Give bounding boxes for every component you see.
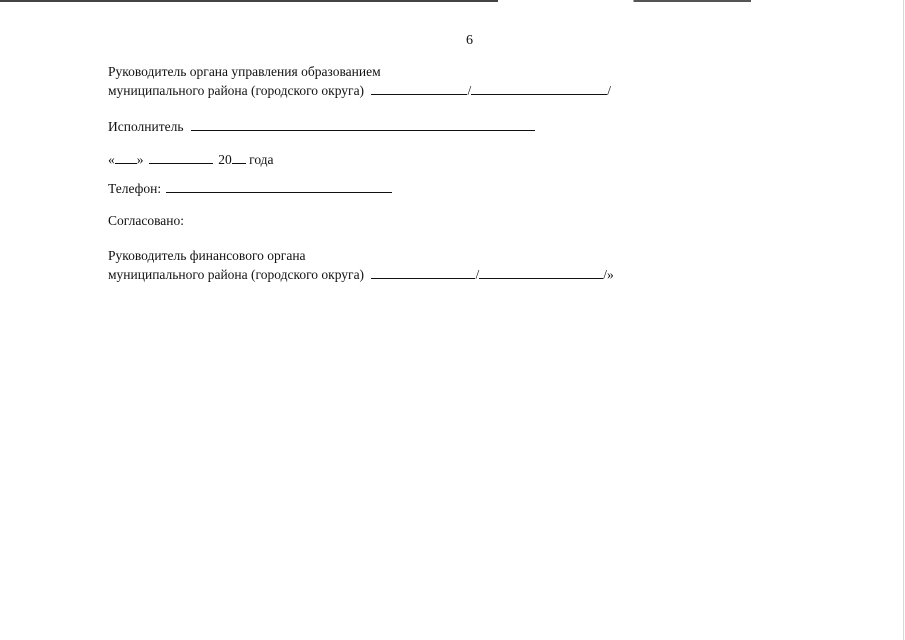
date-line xyxy=(108,151,274,168)
date-open-quote: « xyxy=(108,152,115,167)
head-title-text: Руководитель органа управления образованием xyxy=(108,64,381,79)
head-end-slash: / xyxy=(607,83,611,98)
finance-title-text: Руководитель финансового органа xyxy=(108,248,306,263)
head-district-text: муниципального района (городского округа) xyxy=(108,83,365,98)
finance-slash: / xyxy=(475,267,480,282)
head-slash: / xyxy=(467,83,472,98)
date-year-prefix: 20 xyxy=(218,152,232,167)
phone-line xyxy=(108,180,392,197)
date-close-quote: » xyxy=(136,152,144,167)
finance-title-line-1 xyxy=(108,248,306,264)
finance-title-line-2 xyxy=(108,266,614,283)
finance-district-text: муниципального района (городского округа) xyxy=(108,267,365,282)
finance-signature-blank[interactable] xyxy=(371,266,475,279)
date-year-blank[interactable] xyxy=(232,151,246,164)
date-day-blank[interactable] xyxy=(115,151,137,164)
finance-name-blank[interactable] xyxy=(479,266,603,279)
executor-label: Исполнитель xyxy=(108,119,184,134)
head-signature-blank[interactable] xyxy=(371,82,467,95)
agreed-label: Согласовано: xyxy=(108,213,184,228)
executor-line xyxy=(108,118,535,135)
head-title-line-2 xyxy=(108,82,611,99)
date-month-blank[interactable] xyxy=(149,151,213,164)
executor-blank[interactable] xyxy=(191,118,535,131)
head-title-line-1 xyxy=(108,64,381,80)
scan-top-edge xyxy=(0,0,905,2)
scan-right-edge xyxy=(903,0,904,640)
head-name-blank[interactable] xyxy=(471,82,607,95)
phone-label: Телефон: xyxy=(108,181,162,196)
phone-blank[interactable] xyxy=(166,180,392,193)
finance-end: /» xyxy=(603,267,614,282)
date-year-suffix: года xyxy=(249,152,274,167)
agreed-line xyxy=(108,213,184,229)
page-number: 6 xyxy=(466,33,473,48)
